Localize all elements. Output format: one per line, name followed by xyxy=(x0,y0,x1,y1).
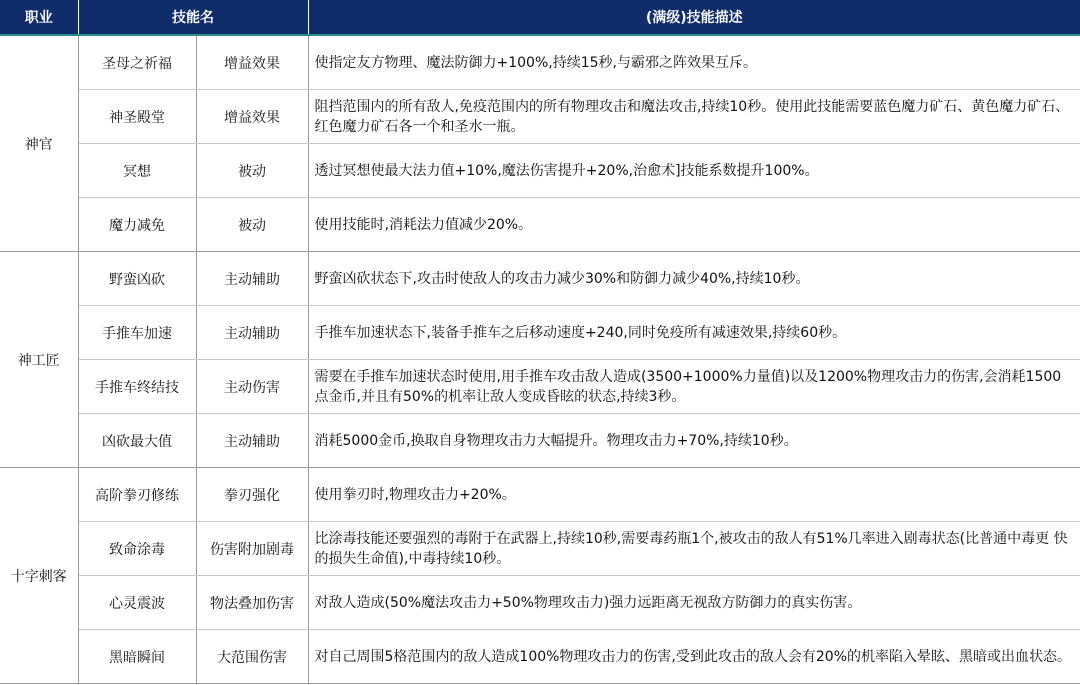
skill-name-cell: 野蛮凶砍 xyxy=(78,252,196,306)
class-cell: 神工匠 xyxy=(0,252,78,468)
skill-name-cell: 黑暗瞬间 xyxy=(78,630,196,684)
table-row xyxy=(0,35,1080,90)
skill-desc-cell: 比涂毒技能还要强烈的毒附于在武器上,持续10秒,需要毒药瓶1个,被攻击的敌人有51%几率进入剧毒状态(比普通中毒更 快的损失生命值),中毒持续10秒。 xyxy=(308,522,1080,576)
skill-type-cell: 大范围伤害 xyxy=(196,630,308,684)
header-skill-name: 技能名 xyxy=(78,0,308,35)
header-description: (满级)技能描述 xyxy=(308,0,1080,35)
skill-name-cell: 手推车终结技 xyxy=(78,360,196,414)
table-row xyxy=(0,252,1080,306)
skill-desc-cell: 阻挡范围内的所有敌人,免疫范围内的所有物理攻击和魔法攻击,持续10秒。使用此技能需要蓝色魔力矿石、黄色魔力矿石、 红色魔力矿石各一个和圣水一瓶。 xyxy=(308,90,1080,144)
skill-name-cell: 魔力减免 xyxy=(78,198,196,252)
skill-type-cell: 被动 xyxy=(196,198,308,252)
skill-type-cell: 被动 xyxy=(196,144,308,198)
skill-type-cell: 伤害附加剧毒 xyxy=(196,522,308,576)
skill-desc-cell: 使指定友方物理、魔法防御力+100%,持续15秒,与霸邪之阵效果互斥。 xyxy=(308,35,1080,90)
skill-name-cell: 冥想 xyxy=(78,144,196,198)
class-cell: 神官 xyxy=(0,35,78,252)
table-row xyxy=(0,630,1080,684)
skill-name-cell: 心灵震波 xyxy=(78,576,196,630)
skill-name-cell: 凶砍最大值 xyxy=(78,414,196,468)
skill-type-cell: 增益效果 xyxy=(196,35,308,90)
skill-name-cell: 高阶拳刃修练 xyxy=(78,468,196,522)
table-row xyxy=(0,90,1080,144)
table-row xyxy=(0,360,1080,414)
skill-name-cell: 致命涂毒 xyxy=(78,522,196,576)
header-class: 职业 xyxy=(0,0,78,35)
skill-desc-cell: 使用技能时,消耗法力值减少20%。 xyxy=(308,198,1080,252)
skill-desc-cell: 手推车加速状态下,装备手推车之后移动速度+240,同时免疫所有减速效果,持续60秒。 xyxy=(308,306,1080,360)
skill-type-cell: 主动伤害 xyxy=(196,360,308,414)
skill-type-cell: 增益效果 xyxy=(196,90,308,144)
skill-type-cell: 拳刃强化 xyxy=(196,468,308,522)
table-row xyxy=(0,522,1080,576)
skill-desc-cell: 野蛮凶砍状态下,攻击时使敌人的攻击力减少30%和防御力减少40%,持续10秒。 xyxy=(308,252,1080,306)
header-row xyxy=(0,0,1080,35)
table-row xyxy=(0,414,1080,468)
skill-desc-cell: 对自己周围5格范围内的敌人造成100%物理攻击力的伤害,受到此攻击的敌人会有20%的机率陷入晕眩、黑暗或出血状态。 xyxy=(308,630,1080,684)
skill-desc-cell: 消耗5000金币,换取自身物理攻击力大幅提升。物理攻击力+70%,持续10秒。 xyxy=(308,414,1080,468)
skill-desc-cell: 透过冥想使最大法力值+10%,魔法伤害提升+20%,治愈术]技能系数提升100%。 xyxy=(308,144,1080,198)
skill-type-cell: 物法叠加伤害 xyxy=(196,576,308,630)
table-row xyxy=(0,198,1080,252)
table-row xyxy=(0,576,1080,630)
table-row xyxy=(0,144,1080,198)
class-cell: 十字刺客 xyxy=(0,468,78,684)
skill-type-cell: 主动辅助 xyxy=(196,414,308,468)
table-row xyxy=(0,468,1080,522)
skill-desc-cell: 使用拳刃时,物理攻击力+20%。 xyxy=(308,468,1080,522)
skill-type-cell: 主动辅助 xyxy=(196,306,308,360)
skill-desc-cell: 对敌人造成(50%魔法攻击力+50%物理攻击力)强力远距离无视敌方防御力的真实伤害。 xyxy=(308,576,1080,630)
skill-name-cell: 圣母之祈福 xyxy=(78,35,196,90)
skill-type-cell: 主动辅助 xyxy=(196,252,308,306)
skill-name-cell: 神圣殿堂 xyxy=(78,90,196,144)
table-row xyxy=(0,306,1080,360)
skill-desc-cell: 需要在手推车加速状态时使用,用手推车攻击敌人造成(3500+1000%力量值)以及1200%物理攻击力的伤害,会消耗1500 点金币,并且有50%的机率让敌人变成昏眩的状态,持续3秒。 xyxy=(308,360,1080,414)
skill-name-cell: 手推车加速 xyxy=(78,306,196,360)
table-body xyxy=(0,35,1080,684)
